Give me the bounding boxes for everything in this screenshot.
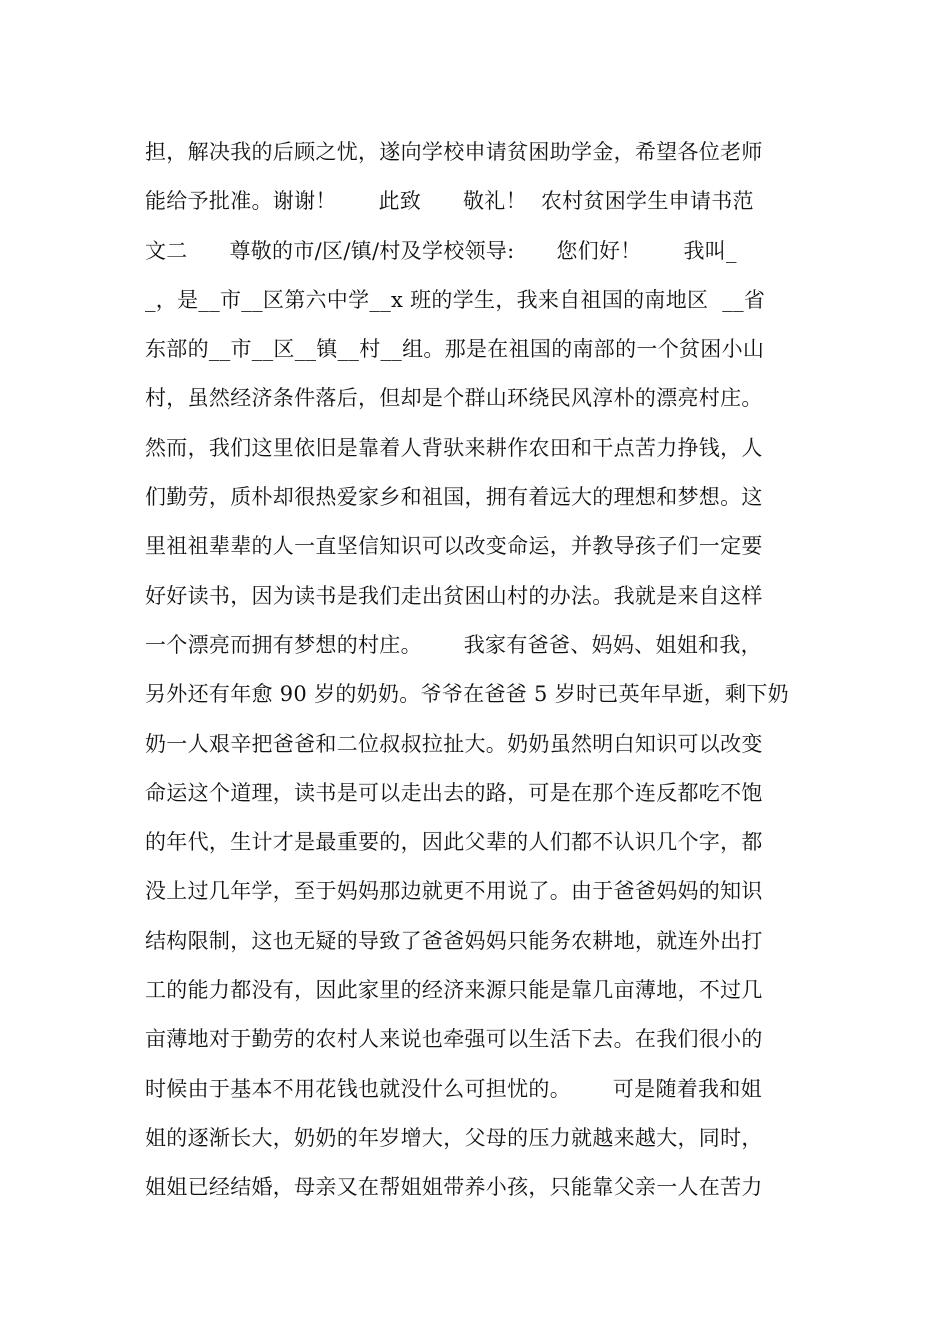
text-line: 的年代，生计才是最重要的，因此父辈的人们都不认识几个字，都 xyxy=(145,830,763,855)
text-line: 结构限制，这也无疑的导致了爸爸妈妈只能务农耕地，就连外出打 xyxy=(145,928,763,953)
text-line: 能给予批准。谢谢！ 此致 敬礼！ 农村贫困学生申请书范 xyxy=(145,189,754,214)
text-line: _，是__市__区第六中学__x 班的学生，我来自祖国的南地区 __省 xyxy=(145,287,766,312)
body-text xyxy=(145,128,810,1213)
text-line: 姐的逐渐长大，奶奶的年岁增大，父母的压力就越来越大，同时， xyxy=(145,1125,763,1150)
text-line: 担，解决我的后顾之忧，遂向学校申请贫困助学金，希望各位老师 xyxy=(145,140,763,164)
text-line: 另外还有年愈 90 岁的奶奶。爷爷在爸爸 5 岁时已英年早逝，剩下奶 xyxy=(145,682,789,707)
text-line: 东部的__市__区__镇__村__组。那是在祖国的南部的一个贫困小山 xyxy=(145,337,765,362)
text-line: 们勤劳，质朴却很热爱家乡和祖国，拥有着远大的理想和梦想。这 xyxy=(145,485,763,510)
text-line: 姐姐已经结婚，母亲又在帮姐姐带养小孩，只能靠父亲一人在苦力 xyxy=(145,1175,763,1200)
text-line: 一个漂亮而拥有梦想的村庄。 我家有爸爸、妈妈、姐姐和我， xyxy=(145,632,762,657)
text-line: 奶一人艰辛把爸爸和二位叔叔拉扯大。奶奶虽然明白知识可以改变 xyxy=(145,731,763,756)
text-line: 命运这个道理，读书是可以走出去的路，可是在那个连反都吃不饱 xyxy=(145,780,763,805)
text-line: 亩薄地对于勤劳的农村人来说也牵强可以生活下去。在我们很小的 xyxy=(145,1027,763,1052)
text-line: 没上过几年学，至于妈妈那边就更不用说了。由于爸爸妈妈的知识 xyxy=(145,879,763,904)
text-line: 文二 尊敬的市/区/镇/村及学校领导: 您们好！ 我叫_ xyxy=(145,238,737,263)
text-line: 村，虽然经济条件落后，但却是个群山环绕民风淳朴的漂亮村庄。 xyxy=(145,386,763,411)
text-line: 里祖祖辈辈的人一直坚信知识可以改变命运，并教导孩子们一定要 xyxy=(145,534,763,559)
text-line: 好好读书，因为读书是我们走出贫困山村的办法。我就是来自这样 xyxy=(145,583,763,608)
text-line: 然而，我们这里依旧是靠着人背驮来耕作农田和干点苦力挣钱，人 xyxy=(145,435,763,460)
text-line: 时候由于基本不用花钱也就没什么可担忧的。 可是随着我和姐 xyxy=(145,1076,762,1101)
text-line: 工的能力都没有，因此家里的经济来源只能是靠几亩薄地，不过几 xyxy=(145,978,763,1003)
